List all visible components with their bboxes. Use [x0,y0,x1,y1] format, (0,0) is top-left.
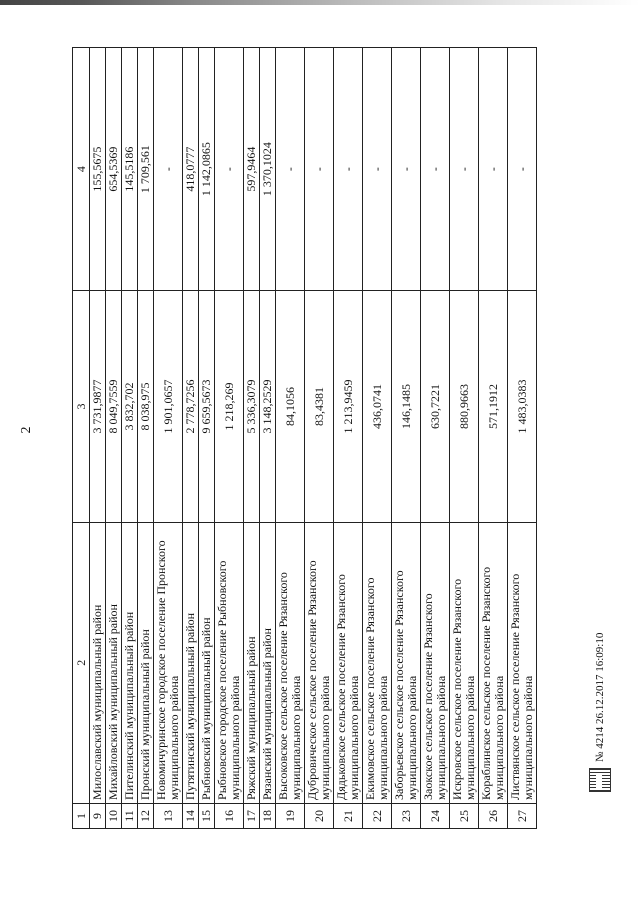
table-row [154,48,183,829]
row-value-col3: 8 049,7559 [106,291,122,522]
row-name: Листвянское сельское поселение Рязанского муниципального района [508,522,537,803]
row-name: Михайловский муниципальный район [106,522,122,803]
row-value-col4: - [305,48,334,291]
row-value-col4: - [479,48,508,291]
registration-info [594,633,606,762]
table-row [199,48,215,829]
row-number: 23 [392,803,421,828]
row-name: Новомичуринское городское поселение Пронского муниципального района [154,522,183,803]
row-value-col3: 3 148,2529 [260,291,276,522]
row-value-col3: 436,0741 [363,291,392,522]
row-value-col3: 3 731,9877 [90,291,106,522]
row-name: Дубровическое сельское поселение Рязанского муниципального района [305,522,334,803]
row-value-col4: 597,9464 [244,48,260,291]
table-row [90,48,106,829]
row-value-col4: - [421,48,450,291]
row-value-col4: 145,5186 [122,48,138,291]
row-value-col3: 8 038,975 [138,291,154,522]
rotated-page-content [72,47,584,829]
registration-datetime: 26.12.2017 16:09:10 [594,632,606,724]
row-number: 21 [334,803,363,828]
row-number: 24 [421,803,450,828]
row-number: 27 [508,803,537,828]
row-name: Искровское сельское поселение Рязанского муниципального района [450,522,479,803]
table-row [106,48,122,829]
table-row [244,48,260,829]
table-row [138,48,154,829]
row-value-col4: - [363,48,392,291]
row-value-col3: 1 483,0383 [508,291,537,522]
row-value-col4: - [215,48,244,291]
table-row [183,48,199,829]
row-name: Пителинский муниципальный район [122,522,138,803]
header-col-2: 2 [73,522,90,803]
row-number: 20 [305,803,334,828]
row-value-col4: 418,0777 [183,48,199,291]
row-number: 22 [363,803,392,828]
data-table [72,47,537,829]
row-value-col3: 880,9663 [450,291,479,522]
row-value-col3: 630,7221 [421,291,450,522]
row-name: Екимовское сельское поселение Рязанского муниципального района [363,522,392,803]
row-value-col3: 9 659,5673 [199,291,215,522]
header-col-4: 4 [73,48,90,291]
row-value-col4: 1 709,561 [138,48,154,291]
header-col-1: 1 [73,803,90,828]
row-number: 18 [260,803,276,828]
row-value-col3: 5 336,3079 [244,291,260,522]
table-row [363,48,392,829]
table-row [305,48,334,829]
row-value-col4: - [450,48,479,291]
row-name: Высоковское сельское поселение Рязанского муниципального района [276,522,305,803]
row-value-col3: 2 778,7256 [183,291,199,522]
table-row [508,48,537,829]
table-row [450,48,479,829]
row-number: 9 [90,803,106,828]
table-row [122,48,138,829]
table-row [215,48,244,829]
row-value-col3: 1 213,9459 [334,291,363,522]
row-number: 26 [479,803,508,828]
row-number: 11 [122,803,138,828]
row-value-col3: 146,1485 [392,291,421,522]
row-value-col3: 83,4381 [305,291,334,522]
row-number: 15 [199,803,215,828]
document-number: 4214 [594,726,606,749]
row-value-col3: 1 901,0657 [154,291,183,522]
row-value-col4: 1 142,0865 [199,48,215,291]
number-sign: № [594,751,606,762]
row-number: 17 [244,803,260,828]
row-name: Кораблинское сельское поселение Рязанского муниципального района [479,522,508,803]
row-value-col3: 1 218,269 [215,291,244,522]
row-value-col4: - [154,48,183,291]
row-name: Пронский муниципальный район [138,522,154,803]
row-number: 13 [154,803,183,828]
table-row [334,48,363,829]
row-value-col4: 155,5675 [90,48,106,291]
row-value-col4: - [276,48,305,291]
row-value-col3: 571,1912 [479,291,508,522]
row-number: 10 [106,803,122,828]
row-value-col3: 3 832,702 [122,291,138,522]
row-name: Путятинский муниципальный район [183,522,199,803]
row-value-col3: 84,1056 [276,291,305,522]
table-row [260,48,276,829]
row-name: Милославский муниципальный район [90,522,106,803]
row-number: 12 [138,803,154,828]
row-number: 25 [450,803,479,828]
registration-footer [585,532,615,792]
table-row [479,48,508,829]
row-name: Рыбновское городское поселение Рыбновского муниципального района [215,522,244,803]
header-col-3: 3 [73,291,90,522]
row-name: Заборьевское сельское поселение Рязанского муниципального района [392,522,421,803]
page-number: 2 [19,426,34,434]
row-value-col4: - [334,48,363,291]
row-name: Дядьковское сельское поселение Рязанского муниципального района [334,522,363,803]
row-name: Заокское сельское поселение Рязанского муниципального района [421,522,450,803]
table-row [276,48,305,829]
row-name: Ряжский муниципальный район [244,522,260,803]
top-edge-shadow [0,0,640,5]
row-value-col4: - [508,48,537,291]
table-row [421,48,450,829]
row-name: Рыбновский муниципальный район [199,522,215,803]
row-number: 19 [276,803,305,828]
row-value-col4: 654,5369 [106,48,122,291]
row-value-col4: - [392,48,421,291]
table-row [392,48,421,829]
row-number: 16 [215,803,244,828]
barcode-stamp-icon [589,768,611,792]
table-header-row [73,48,90,829]
row-name: Рязанский муниципальный район [260,522,276,803]
row-value-col4: 1 370,1024 [260,48,276,291]
row-number: 14 [183,803,199,828]
